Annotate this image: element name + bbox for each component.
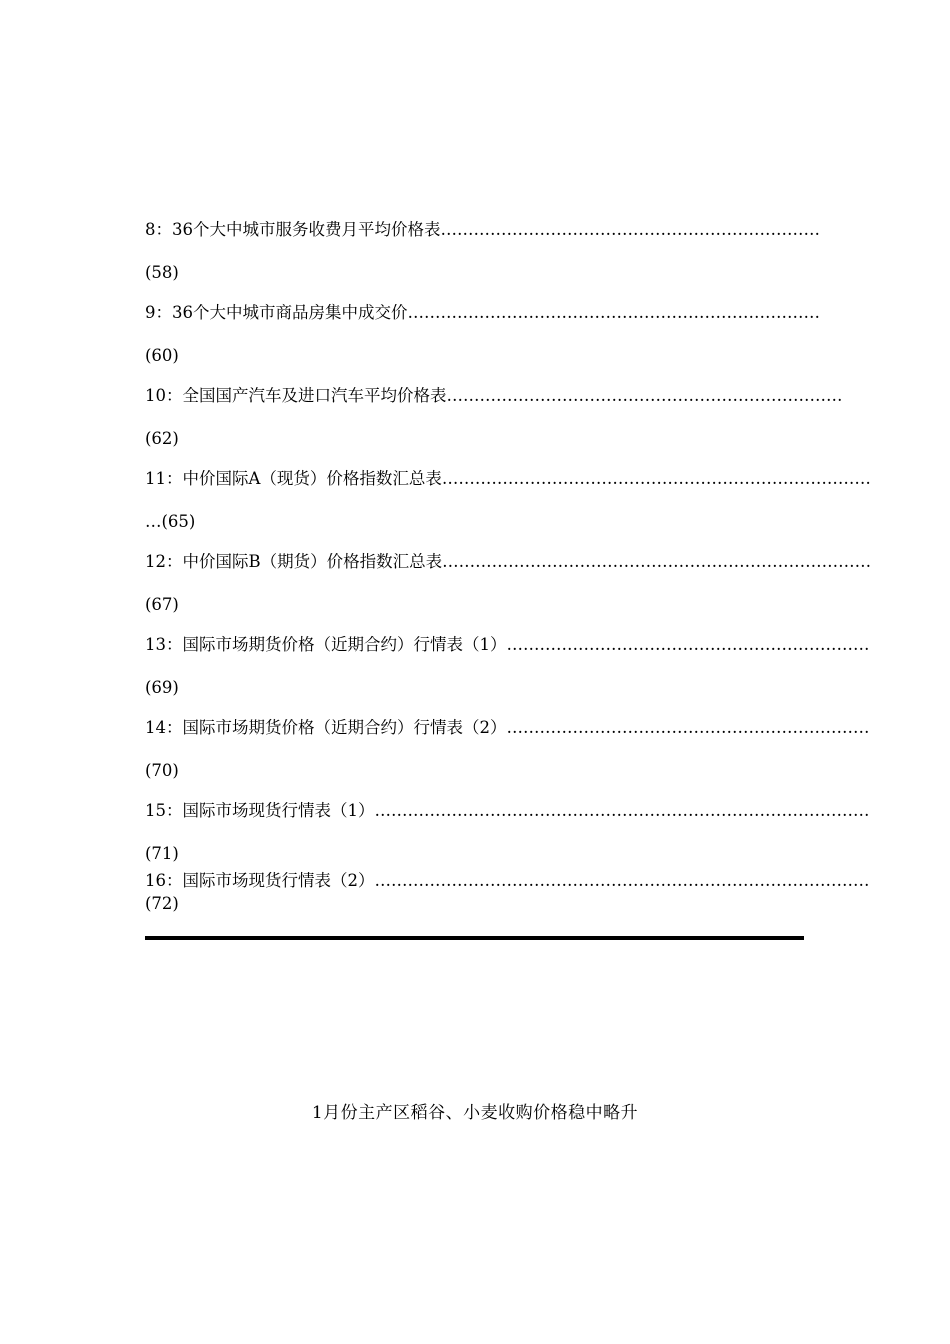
toc-page-number: (69)	[145, 678, 179, 697]
toc-entry	[145, 799, 870, 823]
toc-page-number: (67)	[145, 595, 179, 614]
toc-entry	[145, 218, 820, 242]
toc-entry-label: 9：36个大中城市商品房集中成交价	[145, 303, 408, 322]
toc-entry-label: 8：36个大中城市服务收费月平均价格表	[145, 220, 441, 239]
toc-entry-label: 13：国际市场期货价格（近期合约）行情表（1）	[145, 635, 507, 654]
toc-dot-leader: …………………………………………………………	[506, 635, 870, 654]
toc-entry	[145, 633, 870, 657]
toc-entry-label: 14：国际市场期货价格（近期合约）行情表（2）	[145, 718, 507, 737]
toc-page-number: (72)	[145, 894, 179, 913]
toc-dot-leader: ………………………………………………………………………………	[374, 801, 870, 820]
toc-page-number: …(65)	[145, 512, 196, 531]
toc-page-number: (62)	[145, 429, 179, 448]
toc-dot-leader: …………………………………………………………	[506, 718, 870, 737]
toc-dot-leader: ……………………………………………………………………	[442, 552, 872, 571]
toc-entry	[145, 869, 870, 893]
toc-page-number: (58)	[145, 263, 179, 282]
toc-dot-leader: ……………………………………………………………………	[441, 469, 871, 488]
toc-entry-label: 11：中价国际A（现货）价格指数汇总表	[145, 469, 442, 488]
toc-page-number: (70)	[145, 761, 179, 780]
toc-entry-label: 16：国际市场现货行情表（2）	[145, 871, 375, 890]
toc-entry-label: 10：全国国产汽车及进口汽车平均价格表	[145, 386, 447, 405]
section-heading: 1月份主产区稻谷、小麦收购价格稳中略升	[311, 1103, 639, 1123]
toc-entry	[145, 384, 843, 408]
toc-page-number: (71)	[145, 844, 179, 863]
toc-dot-leader: ………………………………………………………………………………	[374, 871, 870, 890]
toc-entry-label: 15：国际市场现货行情表（1）	[145, 801, 375, 820]
toc-dot-leader: ……………………………………………………………	[440, 220, 820, 239]
toc-entry	[145, 716, 870, 740]
toc-dot-leader: ………………………………………………………………	[446, 386, 843, 405]
section-divider	[145, 936, 804, 940]
toc-dot-leader: …………………………………………………………………	[407, 303, 820, 322]
toc-entry	[145, 550, 872, 574]
toc-entry	[145, 301, 820, 325]
toc-page-number: (60)	[145, 346, 179, 365]
toc-entry	[145, 467, 871, 491]
toc-entry-label: 12：中价国际B（期货）价格指数汇总表	[145, 552, 443, 571]
